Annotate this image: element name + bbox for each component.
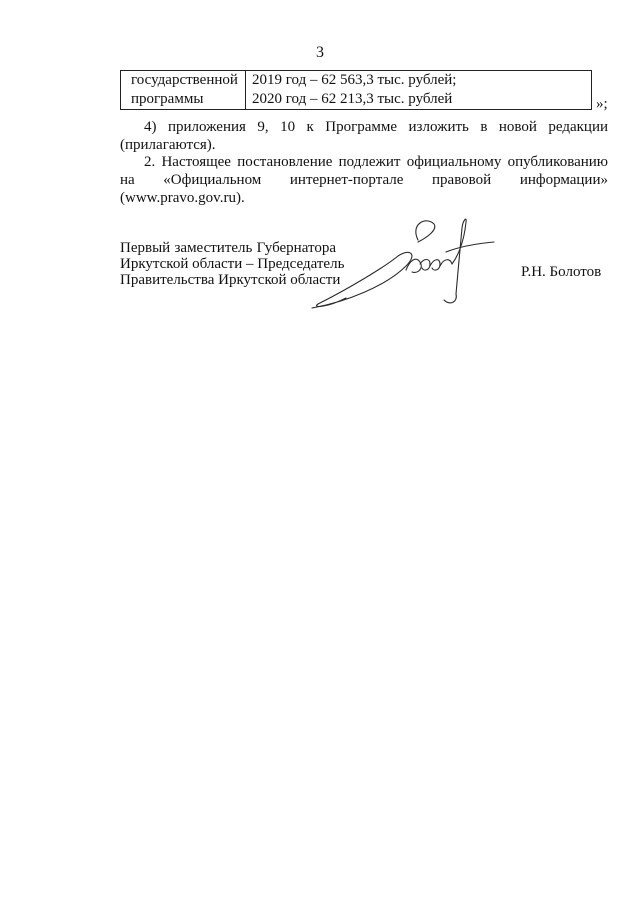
word: в [480, 119, 488, 135]
word: постановление [237, 154, 333, 170]
signatory-title-line [120, 240, 336, 256]
table-value-cell [246, 71, 592, 110]
word: новой [498, 119, 537, 135]
word: Губернатора [256, 240, 336, 256]
paragraph-line: (www.pravo.gov.ru). [120, 190, 245, 206]
word: на [120, 172, 135, 188]
word: Настоящее [161, 154, 231, 170]
word: официальному [406, 154, 502, 170]
paragraph-line [120, 171, 608, 189]
word: приложения [167, 119, 246, 135]
word: заместитель [174, 240, 253, 256]
table-value-line: 2019 год – 62 563,3 тыс. рублей; [252, 72, 457, 88]
table-label-cell [121, 71, 246, 110]
table-row [121, 71, 592, 110]
word: 4) [144, 119, 157, 135]
word: редакции [548, 119, 608, 135]
funding-table [120, 70, 592, 110]
page-number: 3 [316, 44, 324, 61]
signatory-title-line: Правительства Иркутской области [120, 272, 341, 288]
word: интернет-портале [289, 172, 404, 188]
paragraph-item-2 [120, 153, 608, 207]
word: 9, [257, 119, 269, 135]
word: изложить [408, 119, 469, 135]
paragraph-line [120, 153, 608, 171]
signatory-title-line: Иркутской области – Председатель [120, 256, 345, 272]
word: правовой [432, 172, 492, 188]
word: подлежит [338, 154, 401, 170]
word: 10 [280, 119, 296, 135]
word: 2. [144, 154, 156, 170]
table-label-line: государственной [131, 72, 238, 88]
signer-name: Р.Н. Болотов [521, 264, 602, 280]
table-label-line: программы [131, 91, 204, 107]
word: к [306, 119, 314, 135]
paragraph-line [120, 118, 608, 136]
word: «Официальном [163, 172, 262, 188]
handwritten-signature [306, 212, 506, 312]
closing-quote: »; [596, 96, 608, 112]
word: Программе [325, 119, 398, 135]
paragraph-line: (прилагаются). [120, 137, 216, 153]
table-value-line: 2020 год – 62 213,3 тыс. рублей [252, 91, 453, 107]
paragraph-item-4 [120, 118, 608, 154]
word: опубликованию [507, 154, 608, 170]
word: информации» [519, 172, 608, 188]
word: Первый [120, 240, 171, 256]
